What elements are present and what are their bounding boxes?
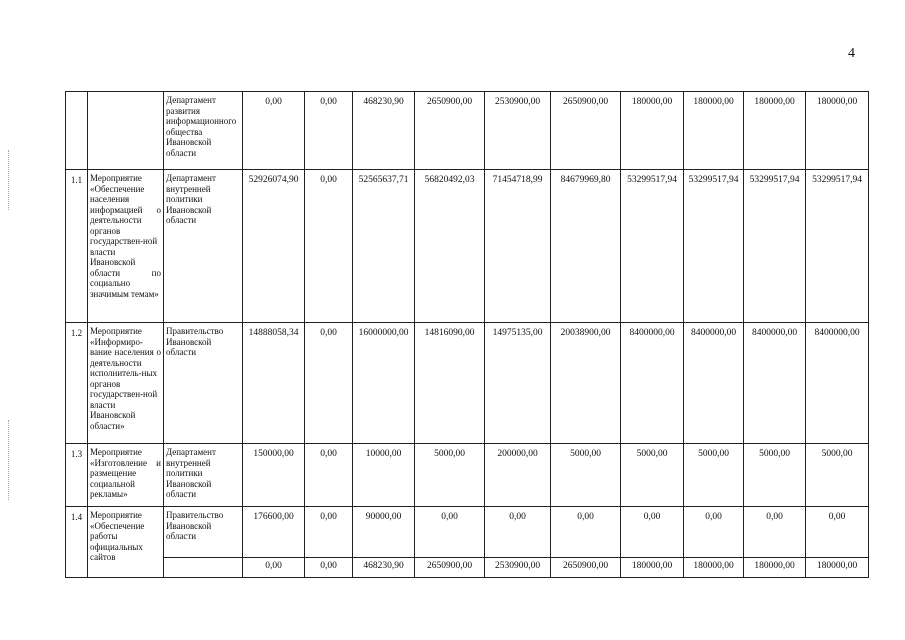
value-cell: 5000,00: [684, 444, 744, 507]
value-cell: 468230,90: [353, 558, 415, 578]
row-activity-name: [88, 92, 164, 170]
value-cell: 71454718,99: [485, 170, 551, 323]
value-cell: 468230,90: [353, 92, 415, 170]
value-cell: 0,00: [806, 507, 869, 558]
value-cell: 5000,00: [551, 444, 621, 507]
value-cell: 180000,00: [684, 558, 744, 578]
value-cell: 53299517,94: [744, 170, 806, 323]
value-cell: 16000000,00: [353, 323, 415, 444]
row-index: [66, 92, 88, 170]
value-cell: 8400000,00: [684, 323, 744, 444]
value-cell: 0,00: [415, 507, 485, 558]
value-cell: 180000,00: [744, 558, 806, 578]
row-activity-name: Мероприятие «Обеспечение населения информацией о деятельности органов государствен-ной власти Ивановской области по социально значимым темам»: [88, 170, 164, 323]
row-executor-empty: [164, 558, 243, 578]
row-executor: Департамент развития информационного общества Ивановской области: [164, 92, 243, 170]
value-cell: 0,00: [485, 507, 551, 558]
table-body: [66, 92, 869, 578]
value-cell: 180000,00: [684, 92, 744, 170]
table-row: [66, 323, 869, 444]
value-cell: 8400000,00: [806, 323, 869, 444]
value-cell: 2530900,00: [485, 558, 551, 578]
value-cell: 0,00: [305, 444, 353, 507]
value-cell: 0,00: [305, 558, 353, 578]
value-cell: 14816090,00: [415, 323, 485, 444]
value-cell: 180000,00: [621, 558, 684, 578]
value-cell: 0,00: [305, 323, 353, 444]
value-cell: 180000,00: [806, 558, 869, 578]
value-cell: 84679969,80: [551, 170, 621, 323]
value-cell: 0,00: [305, 170, 353, 323]
value-cell: 180000,00: [744, 92, 806, 170]
row-index: 1.1: [66, 170, 88, 323]
value-cell: 0,00: [744, 507, 806, 558]
value-cell: 5000,00: [744, 444, 806, 507]
value-cell: 0,00: [243, 558, 305, 578]
value-cell: 14975135,00: [485, 323, 551, 444]
row-executor: Департамент внутренней политики Ивановской области: [164, 444, 243, 507]
value-cell: 176600,00: [243, 507, 305, 558]
value-cell: 53299517,94: [621, 170, 684, 323]
value-cell: 2650900,00: [551, 558, 621, 578]
value-cell: 180000,00: [806, 92, 869, 170]
value-cell: 8400000,00: [744, 323, 806, 444]
row-index: 1.4: [66, 507, 88, 578]
value-cell: 10000,00: [353, 444, 415, 507]
value-cell: 2650900,00: [415, 92, 485, 170]
value-cell: 0,00: [621, 507, 684, 558]
value-cell: 20038900,00: [551, 323, 621, 444]
scan-edge-mark: [8, 420, 9, 500]
value-cell: 180000,00: [621, 92, 684, 170]
value-cell: 2530900,00: [485, 92, 551, 170]
row-index: 1.3: [66, 444, 88, 507]
value-cell: 2650900,00: [551, 92, 621, 170]
value-cell: 0,00: [243, 92, 305, 170]
table-row: [66, 507, 869, 558]
budget-table-container: [65, 91, 869, 578]
value-cell: 0,00: [551, 507, 621, 558]
scan-edge-mark: [8, 150, 9, 210]
value-cell: 14888058,34: [243, 323, 305, 444]
row-executor: Департамент внутренней политики Ивановской области: [164, 170, 243, 323]
value-cell: 52565637,71: [353, 170, 415, 323]
value-cell: 56820492,03: [415, 170, 485, 323]
table-row: [66, 92, 869, 170]
value-cell: 0,00: [305, 92, 353, 170]
row-index: 1.2: [66, 323, 88, 444]
table-row-extra: [66, 558, 869, 578]
table-row: [66, 170, 869, 323]
value-cell: 0,00: [684, 507, 744, 558]
value-cell: 5000,00: [621, 444, 684, 507]
row-activity-name: Мероприятие «Информиро-вание населения о деятельности исполнитель-ных органов государствен-ной власти Ивановской области»: [88, 323, 164, 444]
value-cell: 8400000,00: [621, 323, 684, 444]
value-cell: 53299517,94: [806, 170, 869, 323]
row-executor: Правительство Ивановской области: [164, 507, 243, 558]
budget-table: [65, 91, 869, 578]
value-cell: 90000,00: [353, 507, 415, 558]
value-cell: 52926074,90: [243, 170, 305, 323]
value-cell: 2650900,00: [415, 558, 485, 578]
value-cell: 0,00: [305, 507, 353, 558]
table-row: [66, 444, 869, 507]
value-cell: 5000,00: [806, 444, 869, 507]
value-cell: 150000,00: [243, 444, 305, 507]
page-number: 4: [848, 46, 855, 61]
row-executor: Правительство Ивановской области: [164, 323, 243, 444]
row-activity-name: Мероприятие «Обеспечение работы официальных сайтов: [88, 507, 164, 578]
row-activity-name: Мероприятие «Изготовление и размещение социальной рекламы»: [88, 444, 164, 507]
value-cell: 5000,00: [415, 444, 485, 507]
value-cell: 53299517,94: [684, 170, 744, 323]
value-cell: 200000,00: [485, 444, 551, 507]
